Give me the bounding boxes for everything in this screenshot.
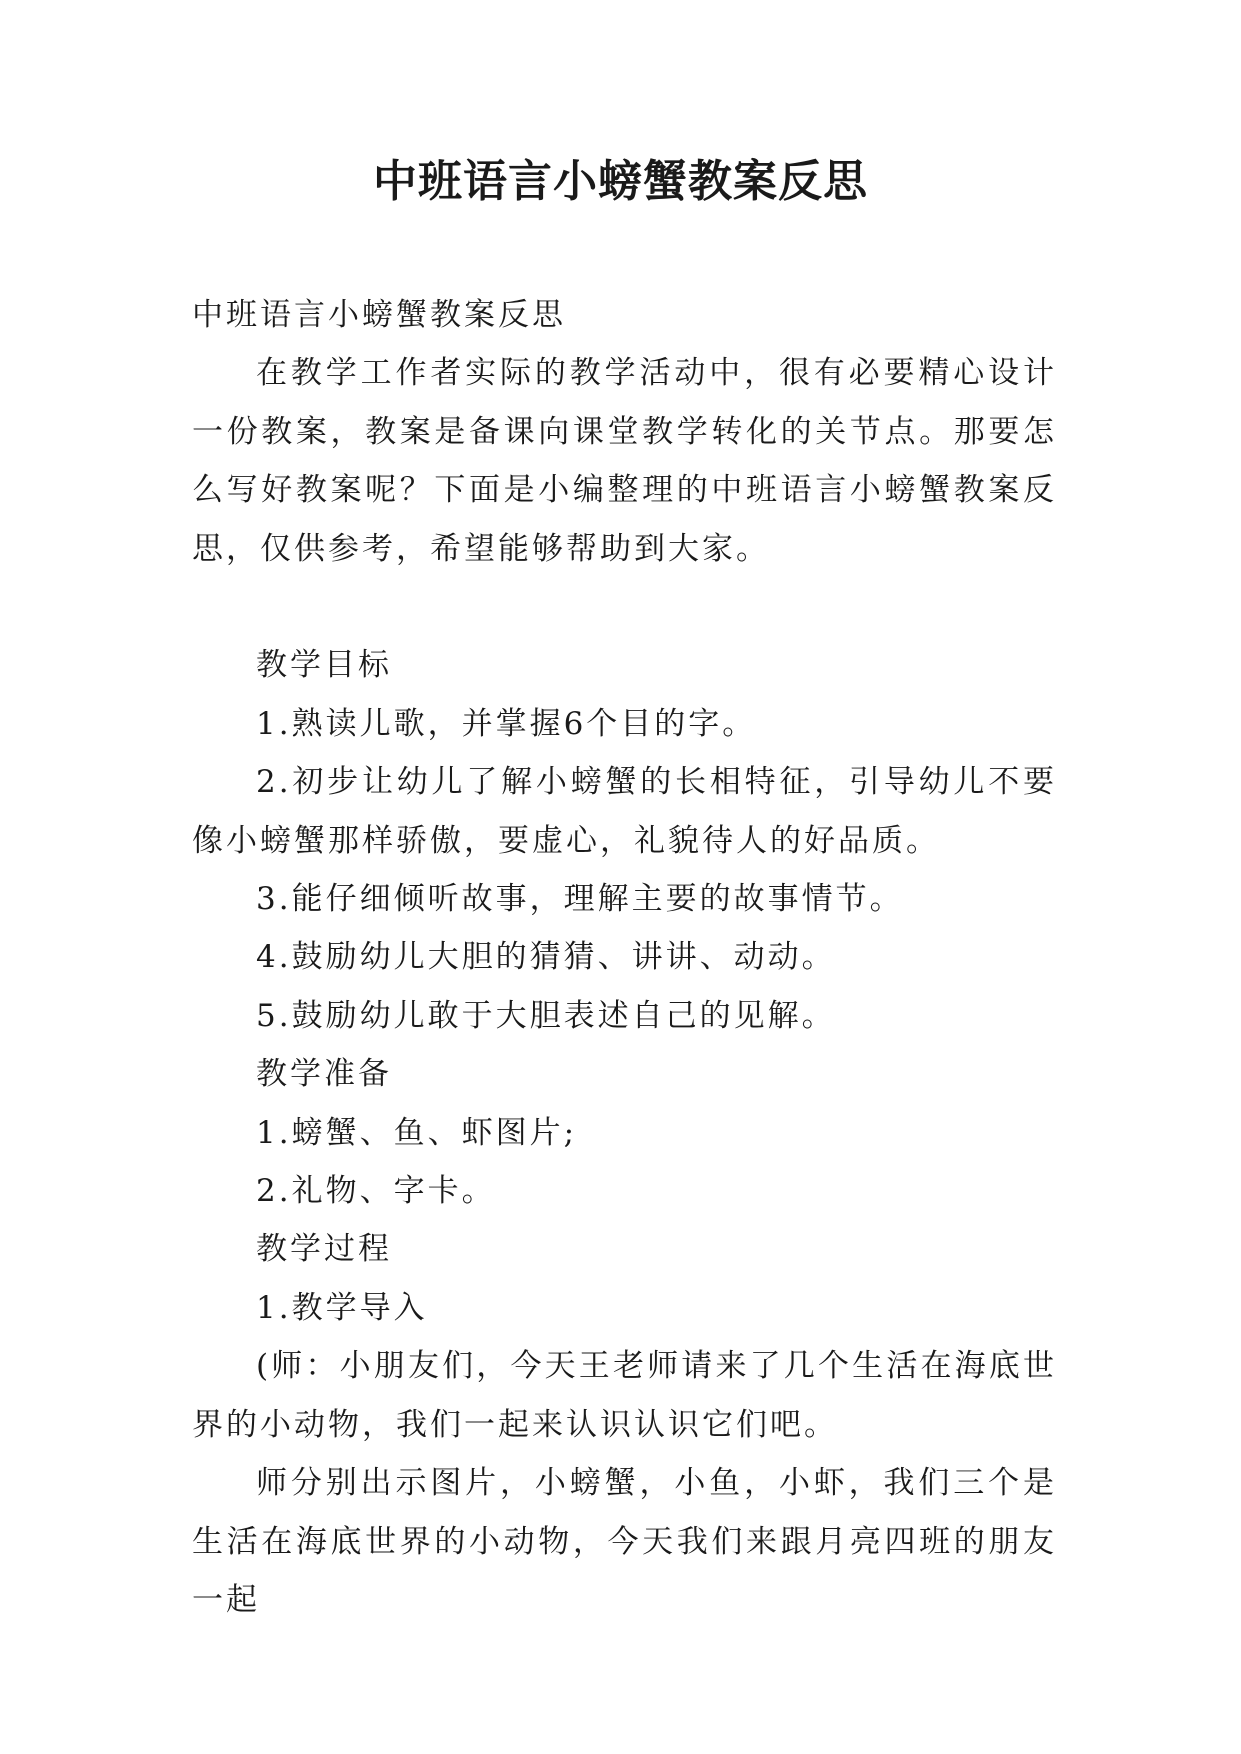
process-paragraph: 师分别出示图片，小螃蟹，小鱼，小虾，我们三个是生活在海底世界的小动物，今天我们来跟月亮四班的朋友一起 [192, 1465, 1057, 1618]
section-heading-goals: 教学目标 [256, 647, 392, 684]
goal-item: 5.鼓励幼儿敢于大胆表述自己的见解。 [256, 997, 836, 1034]
preparation-item: 2.礼物、字卡。 [256, 1173, 496, 1210]
process-step-heading: 1.教学导入 [256, 1289, 428, 1326]
process-paragraph: (师：小朋友们，今天王老师请来了几个生活在海底世界的小动物，我们一起来认识认识它们吧。 [192, 1348, 1057, 1443]
document-title: 中班语言小螃蟹教案反思 [373, 156, 868, 207]
goal-item: 2.初步让幼儿了解小螃蟹的长相特征，引导幼儿不要像小螃蟹那样骄傲，要虚心，礼貌待人的好品质。 [192, 764, 1057, 859]
intro-paragraph: 在教学工作者实际的教学活动中，很有必要精心设计一份教案，教案是备课向课堂教学转化的关节点。那要怎么写好教案呢？下面是小编整理的中班语言小螃蟹教案反思，仅供参考，希望能够帮助到大家。 [192, 355, 1057, 567]
goal-item: 3.能仔细倾听故事，理解主要的故事情节。 [256, 881, 904, 918]
blank-line [192, 578, 1057, 636]
section-heading-process: 教学过程 [256, 1231, 392, 1268]
section-heading-preparation: 教学准备 [256, 1056, 392, 1093]
document-body [192, 286, 1057, 1629]
preparation-item: 1.螃蟹、鱼、虾图片; [256, 1114, 578, 1151]
intro-heading: 中班语言小螃蟹教案反思 [192, 297, 566, 333]
goal-item: 4.鼓励幼儿大胆的猜猜、讲讲、动动。 [256, 939, 836, 976]
goal-item: 1.熟读儿歌，并掌握6个目的字。 [256, 705, 757, 742]
